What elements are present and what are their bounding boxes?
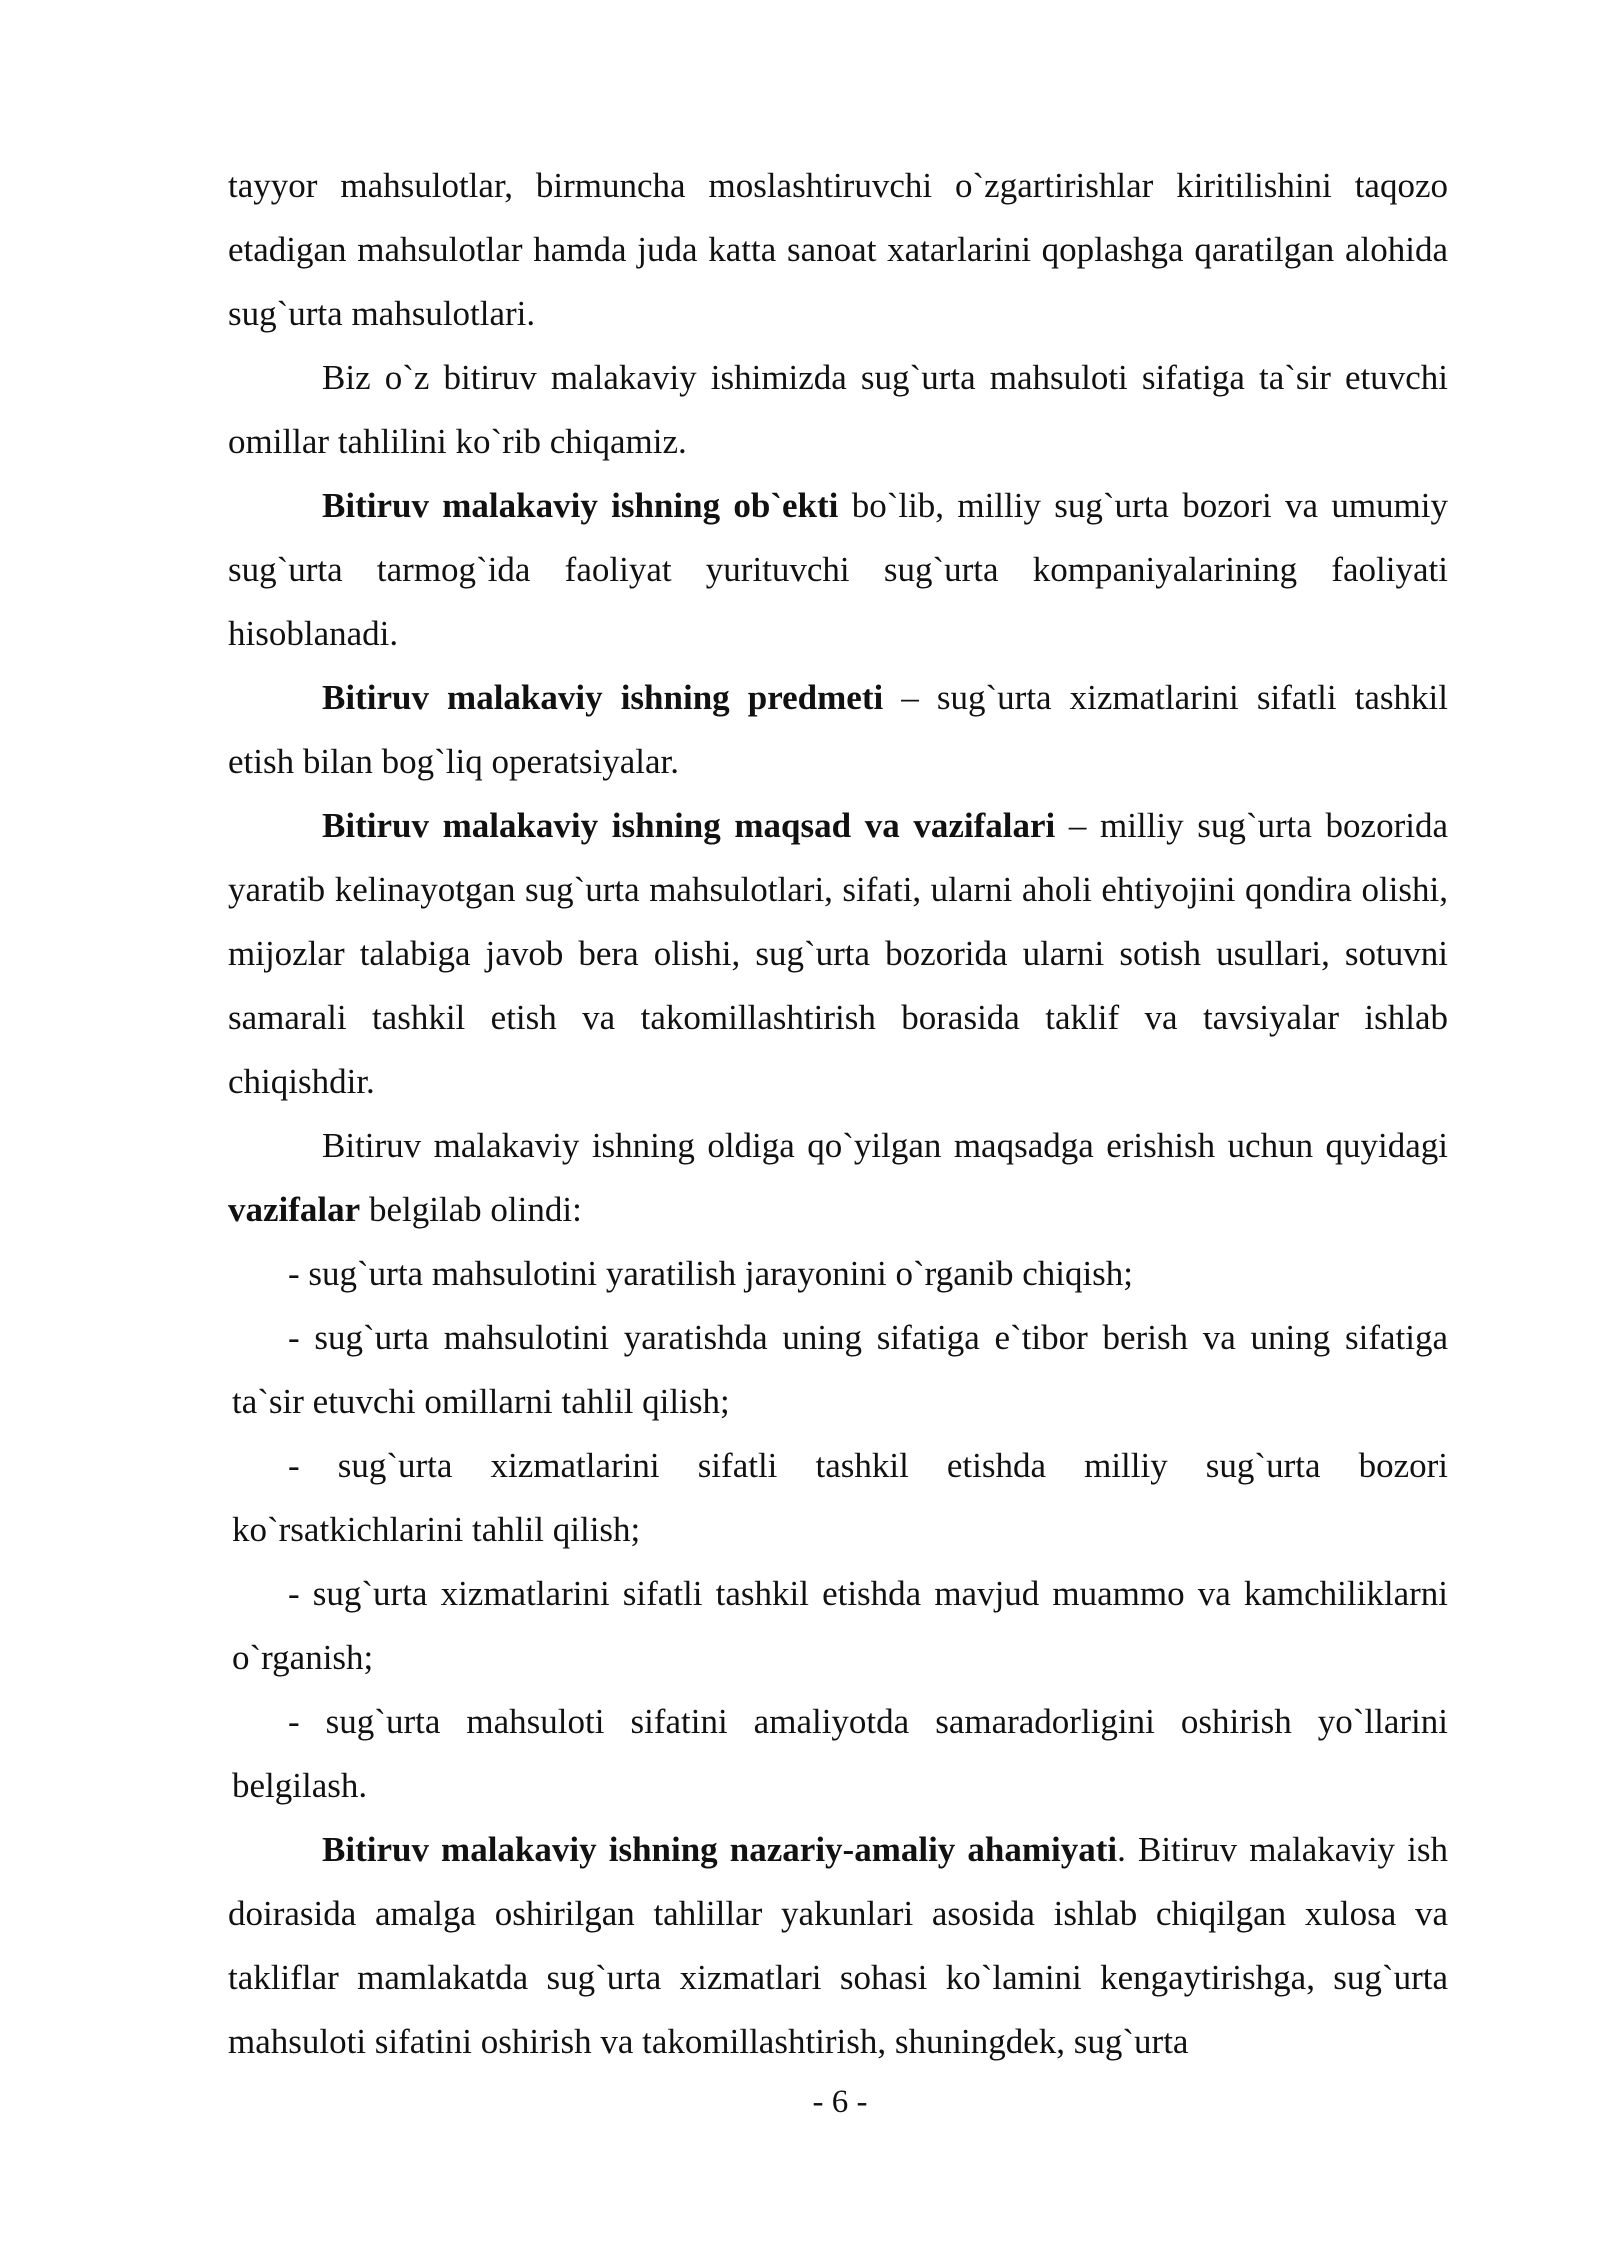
paragraph-significance (228, 1818, 1448, 2074)
significance-text: . Bitiruv malakaviy ish doirasida amalga oshirilgan tahlillar yakunlari asosida ishlab chiqilgan xulosa va takliflar mamlakatda sug`urta xizmatlari sohasi ko`lamini kengaytirishga, sug`urta mahsuloti sifatini oshirish va takomillashtirish, shuningdek, sug`urta (228, 1830, 1448, 2061)
page-content (228, 154, 1448, 2074)
task-item: - sug`urta mahsulotini yaratishda uning sifatiga e`tibor berish va uning sifatiga ta`sir etuvchi omillarni tahlil qilish; (232, 1318, 1448, 1421)
paragraph-analysis-statement: Biz o`z bitiruv malakaviy ishimizda sug`urta mahsuloti sifatiga ta`sir etuvchi omillar tahlilini ko`rib chiqamiz. (228, 358, 1448, 461)
subject-heading: Bitiruv malakaviy ishning predmeti (322, 678, 884, 717)
paragraph-tasks-intro (228, 1114, 1448, 1242)
subject-text: – sug`urta xizmatlarini sifatli tashkil etish bilan bog`liq operatsiyalar. (228, 678, 1448, 781)
paragraph-intro-continuation: tayyor mahsulotlar, birmuncha moslashtiruvchi o`zgartirishlar kiritilishini taqozo etadigan mahsulotlar hamda juda katta sanoat xatarlarini qoplashga qaratilgan alohida sug`urta mahsulotlari. (228, 166, 1448, 333)
paragraph-subject (228, 666, 1448, 794)
task-item: - sug`urta mahsuloti sifatini amaliyotda samaradorligini oshirish yo`llarini belgilash. (232, 1702, 1448, 1805)
page-number: - 6 - (812, 2084, 868, 2120)
tasks-intro-text: Bitiruv malakaviy ishning oldiga qo`yilgan maqsadga erishish uchun quyidagi (322, 1126, 1448, 1165)
tasks-intro-end: belgilab olindi: (360, 1190, 582, 1229)
object-heading: Bitiruv malakaviy ishning ob`ekti (322, 486, 839, 525)
goals-text: – milliy sug`urta bozorida yaratib kelinayotgan sug`urta mahsulotlari, sifati, ularni aholi ehtiyojini qondira olishi, mijozlar talabiga javob bera olishi, sug`urta bozorida ularni sotish usullari, sotuvni samarali tashkil etish va takomillashtirish borasida taklif va tavsiyalar ishlab chiqishdir. (228, 806, 1449, 1101)
significance-heading: Bitiruv malakaviy ishning nazariy-amaliy ahamiyati (322, 1830, 1118, 1869)
paragraph-goals (228, 794, 1448, 1114)
paragraph-object (228, 474, 1448, 666)
tasks-keyword: vazifalar (228, 1190, 361, 1229)
task-item: - sug`urta xizmatlarini sifatli tashkil etishda milliy sug`urta bozori ko`rsatkichlarini tahlil qilish; (232, 1446, 1448, 1549)
object-text: bo`lib, milliy sug`urta bozori va umumiy sug`urta tarmog`ida faoliyat yurituvchi sug`urta kompaniyalarining faoliyati hisoblanadi. (228, 486, 1448, 653)
goals-heading: Bitiruv malakaviy ishning maqsad va vazifalari (322, 806, 1056, 845)
task-item: - sug`urta mahsulotini yaratilish jarayonini o`rganib chiqish; (288, 1254, 1134, 1293)
task-item: - sug`urta xizmatlarini sifatli tashkil etishda mavjud muammo va kamchiliklarni o`rganish; (232, 1574, 1448, 1677)
